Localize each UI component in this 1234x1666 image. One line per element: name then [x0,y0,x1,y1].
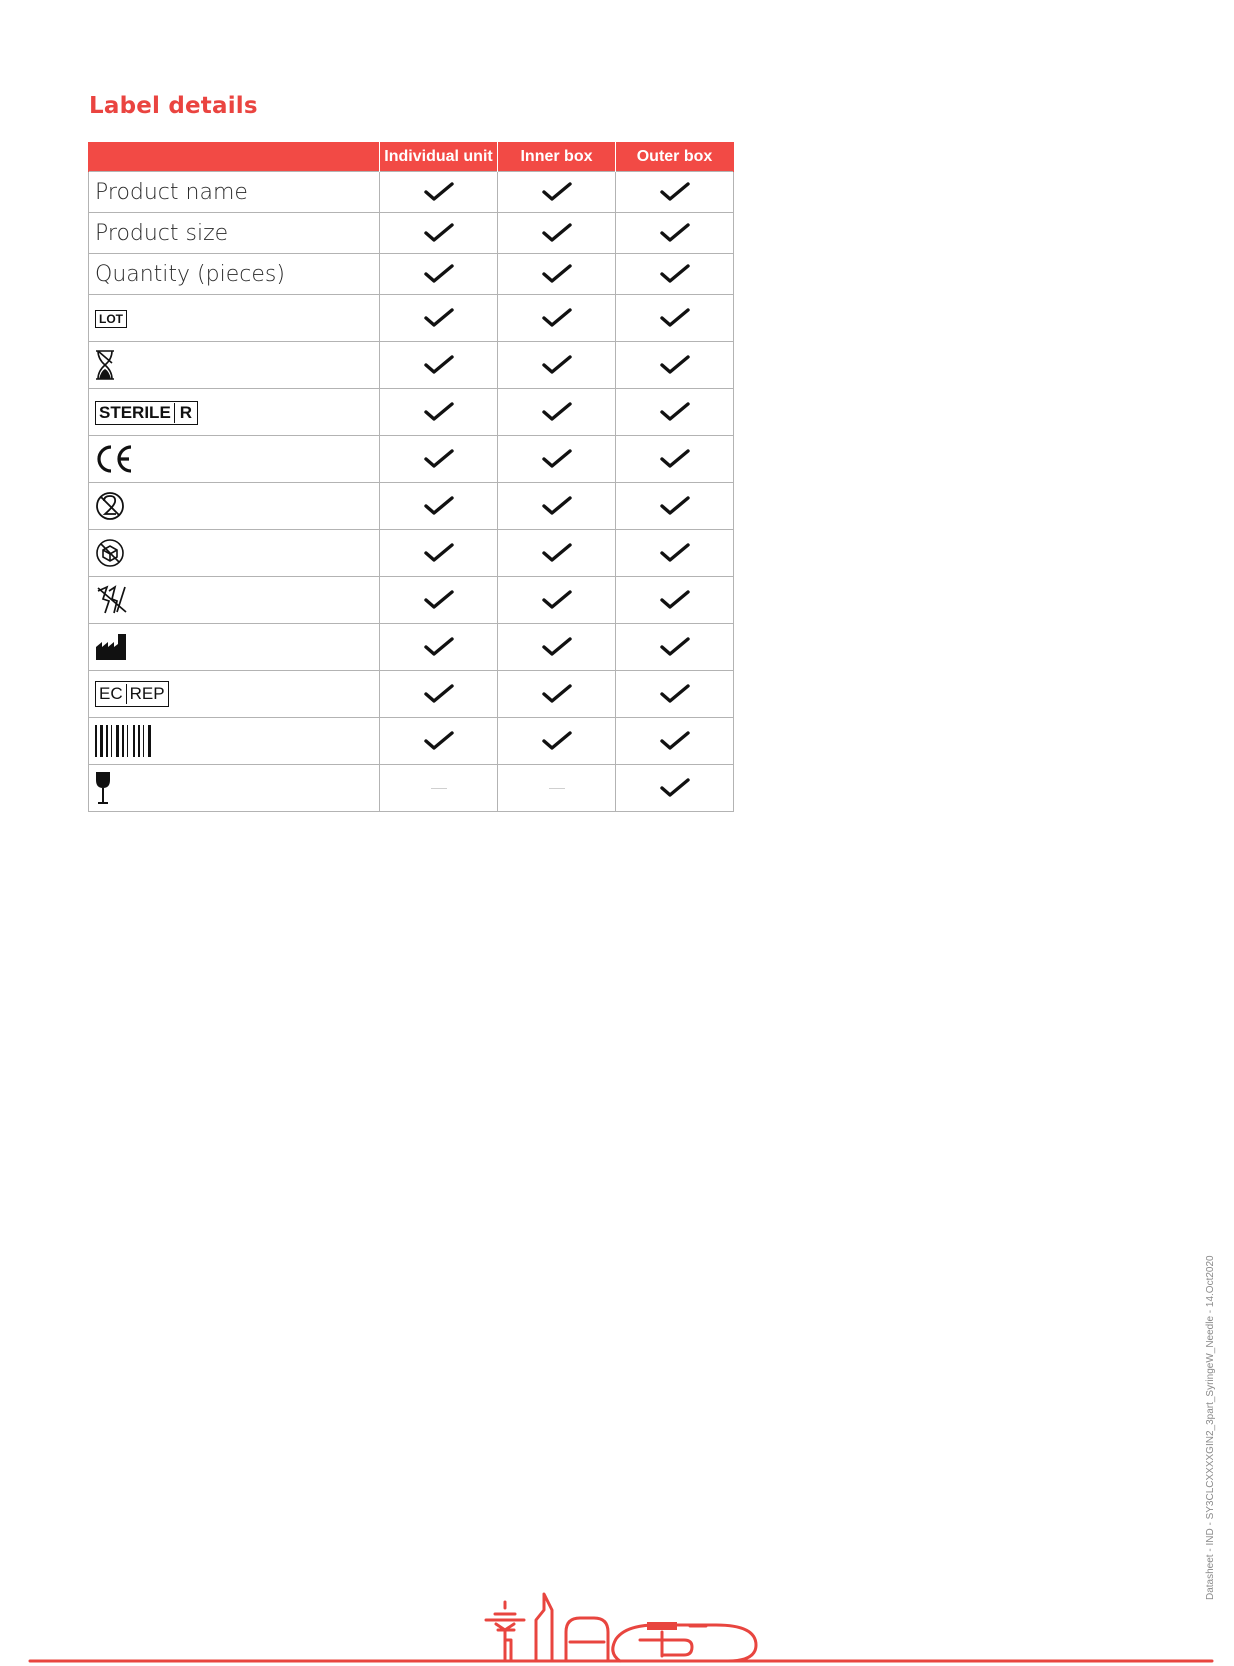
cell-outer-box [616,389,734,436]
table-row [89,254,734,295]
cell-inner-box [498,530,616,577]
checkmark-icon [498,401,615,423]
cell-individual-unit [380,530,498,577]
hourglass-use-by-date-icon [95,350,115,380]
catheter-clamp-mark [647,1622,677,1630]
checkmark-icon [498,354,615,376]
checkmark-icon [380,683,497,705]
checkmark-icon [380,495,497,517]
checkmark-icon [616,683,733,705]
table-row [89,530,734,577]
column-header-outer-box: Outer box [616,142,734,172]
cell-individual-unit [380,436,498,483]
row-label: Quantity (pieces) [95,261,285,287]
cell-individual-unit [380,624,498,671]
dash-not-applicable-icon [549,788,565,789]
checkmark-icon [380,448,497,470]
row-label-cell [89,172,380,213]
row-label-cell [89,254,380,295]
manufacturer-factory-icon [95,633,127,661]
table-row [89,295,734,342]
cell-outer-box [616,530,734,577]
checkmark-icon [616,263,733,285]
cell-inner-box [498,342,616,389]
checkmark-icon [380,589,497,611]
cell-outer-box [616,765,734,812]
checkmark-icon [616,730,733,752]
cell-inner-box [498,436,616,483]
cell-outer-box [616,295,734,342]
row-label-cell [89,483,380,530]
row-label-cell [89,389,380,436]
cell-outer-box [616,718,734,765]
row-label-cell [89,577,380,624]
ec-rep-icon: EC REP [95,681,169,707]
cell-outer-box [616,342,734,389]
do-not-reuse-icon [95,491,125,521]
table-row [89,577,734,624]
table-row [89,436,734,483]
cell-outer-box [616,577,734,624]
cell-inner-box [498,483,616,530]
cell-outer-box [616,624,734,671]
checkmark-icon [380,401,497,423]
cell-individual-unit [380,718,498,765]
cell-outer-box [616,172,734,213]
table-row [89,671,734,718]
row-label-cell [89,718,380,765]
cell-individual-unit [380,671,498,718]
checkmark-icon [616,181,733,203]
cell-individual-unit [380,254,498,295]
cell-individual-unit [380,213,498,254]
cell-individual-unit [380,483,498,530]
checkmark-icon [380,542,497,564]
checkmark-icon [380,181,497,203]
table-row [89,483,734,530]
row-label-cell [89,624,380,671]
cell-outer-box [616,436,734,483]
checkmark-icon [380,263,497,285]
label-details-table [88,142,734,812]
row-label-cell [89,436,380,483]
cell-inner-box [498,389,616,436]
catheter-outline-icon [613,1625,756,1661]
checkmark-icon [380,354,497,376]
checkmark-icon [498,636,615,658]
checkmark-icon [498,263,615,285]
row-label: Product size [95,220,229,246]
ce-mark-icon [95,444,135,474]
cell-inner-box [498,624,616,671]
checkmark-icon [380,307,497,329]
cell-inner-box [498,718,616,765]
checkmark-icon [616,777,733,799]
cell-inner-box [498,671,616,718]
checkmark-icon [498,448,615,470]
checkmark-icon [616,222,733,244]
keep-dry-icon [95,583,129,617]
column-header-inner-box: Inner box [498,142,616,172]
lot-batch-code-icon: LOT [95,310,127,328]
page-title: Label details [89,93,258,119]
cell-individual-unit [380,577,498,624]
cell-individual-unit [380,765,498,812]
checkmark-icon [616,307,733,329]
column-header-individual-unit: Individual unit [380,142,498,172]
cell-inner-box [498,254,616,295]
table-row [89,213,734,254]
cell-inner-box [498,295,616,342]
checkmark-icon [380,636,497,658]
row-label: Product name [95,179,248,205]
cell-individual-unit [380,295,498,342]
fragile-glass-icon [95,771,111,805]
cell-inner-box [498,172,616,213]
cell-outer-box [616,671,734,718]
table-header-row [89,142,734,172]
checkmark-icon [498,495,615,517]
header-blank-cell [89,142,380,172]
do-not-use-if-damaged-icon [95,538,125,568]
table-row [89,718,734,765]
checkmark-icon [498,222,615,244]
table-row [89,624,734,671]
table-row [89,342,734,389]
cell-outer-box [616,254,734,295]
sterile-radiation-icon: STERILE R [95,401,198,425]
checkmark-icon [498,181,615,203]
cell-inner-box [498,765,616,812]
checkmark-icon [616,636,733,658]
infusion-set-outline-icon [486,1602,524,1661]
row-label-cell [89,213,380,254]
checkmark-icon [498,683,615,705]
checkmark-icon [498,589,615,611]
document-reference-note: Datasheet - IND - SY3CLCXXXXGIN2_3part_SyringeW_Needle - 14.Oct2020 [1205,1255,1216,1600]
cell-individual-unit [380,389,498,436]
dash-not-applicable-icon [431,788,447,789]
checkmark-icon [616,354,733,376]
checkmark-icon [616,589,733,611]
cell-individual-unit [380,342,498,389]
checkmark-icon [616,495,733,517]
checkmark-icon [616,542,733,564]
row-label-cell [89,530,380,577]
barcode-icon [95,725,152,757]
row-label-cell [89,765,380,812]
row-label-cell [89,295,380,342]
cell-inner-box [498,213,616,254]
table-row [89,765,734,812]
checkmark-icon [380,222,497,244]
footer-medical-devices-illustration [0,1580,1234,1666]
checkmark-icon [498,730,615,752]
checkmark-icon [616,401,733,423]
checkmark-icon [616,448,733,470]
checkmark-icon [498,542,615,564]
checkmark-icon [380,730,497,752]
table-row [89,389,734,436]
vial-outline-icon [566,1618,608,1661]
cell-individual-unit [380,172,498,213]
cell-outer-box [616,213,734,254]
table-row [89,172,734,213]
row-label-cell [89,342,380,389]
cell-inner-box [498,577,616,624]
checkmark-icon [498,307,615,329]
row-label-cell [89,671,380,718]
cell-outer-box [616,483,734,530]
syringe-outline-icon [536,1594,552,1661]
